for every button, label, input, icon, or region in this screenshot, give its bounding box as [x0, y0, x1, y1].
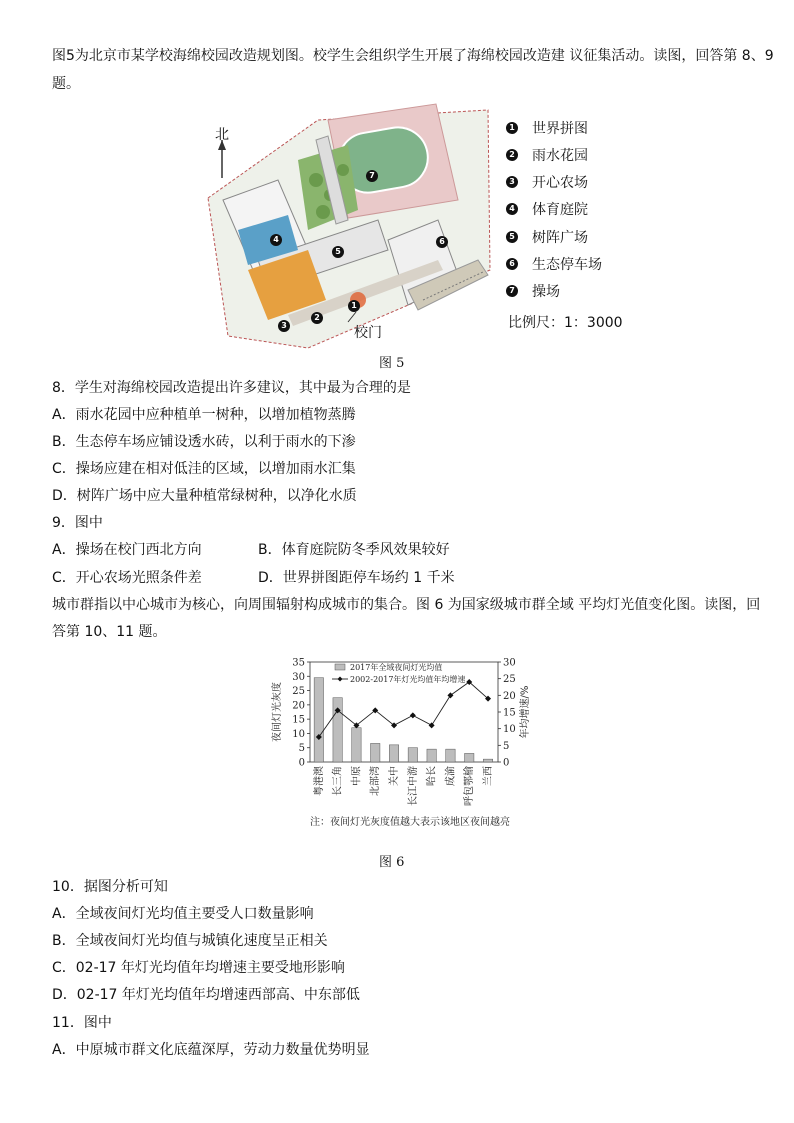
legend-label-3: 开心农场	[532, 175, 588, 191]
y2-tick-label: 15	[503, 707, 516, 719]
gate-label: 校门	[354, 325, 382, 341]
map-marker-7: 7	[366, 170, 378, 182]
legend-number-5: 5	[506, 231, 518, 243]
map-marker-2: 2	[311, 312, 323, 324]
growth-line	[319, 682, 488, 737]
legend-item	[506, 172, 588, 192]
bar	[446, 749, 455, 762]
intro-text-1b: 题。	[52, 76, 80, 92]
bar	[314, 678, 323, 762]
intro-text-2b: 答第 10、11 题。	[52, 624, 167, 640]
legend-label-4: 体育庭院	[532, 202, 588, 218]
y-axis-title: 夜间灯光灰度	[272, 682, 283, 742]
legend-number-3: 3	[506, 176, 518, 188]
growth-point	[410, 712, 416, 718]
bar	[408, 748, 417, 762]
y-tick-label: 10	[292, 728, 305, 740]
y2-tick-label: 10	[503, 724, 516, 736]
y-tick-label: 30	[292, 671, 305, 683]
growth-point	[447, 692, 453, 698]
legend-item	[506, 254, 602, 274]
legend-item	[506, 118, 588, 138]
figure-6-caption: 图 6	[379, 855, 405, 870]
legend-item	[506, 145, 588, 165]
y2-tick-label: 25	[503, 674, 516, 686]
map-scale: 比例尺：1：3000	[508, 315, 623, 331]
legend-label-7: 操场	[532, 284, 560, 300]
intro-text-1: 图5为北京市某学校海绵校园改造规划图。校学生会组织学生开展了海绵校园改造建 议征集活动。读图，回答第 8、9	[52, 48, 774, 64]
y-tick-label: 35	[292, 657, 305, 669]
q9-option-a: A．操场在校门西北方向	[52, 542, 202, 558]
q10-option-c: C．02-17 年灯光均值年均增速主要受地形影响	[52, 960, 345, 976]
legend-number-6: 6	[506, 258, 518, 270]
map-marker-3: 3	[278, 320, 290, 332]
y2-tick-label: 0	[503, 757, 510, 769]
bar	[389, 745, 398, 762]
legend-number-1: 1	[506, 122, 518, 134]
legend-line-marker	[338, 677, 343, 682]
y2-tick-label: 5	[503, 740, 510, 752]
y-tick-label: 0	[298, 757, 305, 769]
intro-text-2: 城市群指以中心城市为核心，向周围辐射构成城市的集合。图 6 为国家级城市群全域 平均灯光值变化图。读图，回	[52, 597, 761, 613]
campus-map	[198, 100, 494, 354]
q8-option-b: B．生态停车场应铺设透水砖，以利于雨水的下渗	[52, 434, 356, 450]
legend-line-label: 2002-2017年灯光均值年均增速	[350, 675, 466, 684]
category-label: 成渝	[445, 766, 457, 786]
bar	[371, 743, 380, 762]
category-label: 关中	[389, 766, 401, 786]
legend-label-2: 雨水花园	[532, 148, 588, 164]
map-marker-4: 4	[270, 234, 282, 246]
q11-option-a: A．中原城市群文化底蕴深厚，劳动力数量优势明显	[52, 1042, 370, 1058]
category-label: 长三角	[332, 766, 344, 796]
legend-bar-swatch	[335, 664, 345, 670]
q11-stem: 11．图中	[52, 1015, 112, 1031]
y-tick-label: 15	[292, 714, 305, 726]
bar	[483, 759, 492, 762]
category-label: 北部湾	[370, 766, 382, 796]
legend-item	[506, 227, 588, 247]
map-marker-1: 1	[348, 300, 360, 312]
legend-item	[506, 199, 588, 219]
q8-option-c: C．操场应建在相对低洼的区域，以增加雨水汇集	[52, 461, 356, 477]
q10-option-b: B．全域夜间灯光均值与城镇化速度呈正相关	[52, 933, 328, 949]
q10-stem: 10．据图分析可知	[52, 879, 168, 895]
legend-label-1: 世界拼图	[532, 121, 588, 137]
bar	[465, 753, 474, 762]
q10-option-a: A．全域夜间灯光均值主要受人口数量影响	[52, 906, 314, 922]
bar	[427, 749, 436, 762]
category-label: 兰西	[483, 766, 495, 786]
q8-stem: 8．学生对海绵校园改造提出许多建议，其中最为合理的是	[52, 380, 411, 396]
q9-option-d: D．世界拼图距停车场约 1 千米	[258, 570, 455, 586]
category-label: 粤港澳	[313, 766, 325, 796]
y2-tick-label: 20	[503, 690, 516, 702]
q8-option-d: D．树阵广场中应大量种植常绿树种，以净化水质	[52, 488, 357, 504]
legend-bar-label: 2017年全域夜间灯光均值	[350, 663, 443, 672]
legend-number-4: 4	[506, 203, 518, 215]
north-label: 北	[215, 127, 229, 143]
category-label: 哈长	[426, 766, 438, 786]
q9-stem: 9．图中	[52, 515, 103, 531]
category-label: 长江中游	[407, 766, 419, 806]
y-tick-label: 20	[292, 700, 305, 712]
legend-number-2: 2	[506, 149, 518, 161]
category-label: 呼包鄂榆	[464, 766, 476, 806]
q8-option-a: A．雨水花园中应种植单一树种，以增加植物蒸腾	[52, 407, 356, 423]
figure-5-caption: 图 5	[379, 356, 405, 371]
legend-number-7: 7	[506, 285, 518, 297]
y-tick-label: 25	[292, 686, 305, 698]
legend-label-5: 树阵广场	[532, 230, 588, 246]
legend-label-6: 生态停车场	[532, 257, 602, 273]
q9-option-c: C．开心农场光照条件差	[52, 570, 202, 586]
legend-item	[506, 281, 560, 301]
y-tick-label: 5	[298, 743, 305, 755]
map-marker-6: 6	[436, 236, 448, 248]
light-value-chart	[260, 650, 560, 830]
growth-point	[429, 722, 435, 728]
y2-tick-label: 30	[503, 657, 516, 669]
q9-option-b: B．体育庭院防冬季风效果较好	[258, 542, 450, 558]
category-label: 中原	[351, 766, 363, 786]
campus-map-drawing	[198, 100, 494, 354]
map-marker-5: 5	[332, 246, 344, 258]
q10-option-d: D．02-17 年灯光均值年均增速西部高、中东部低	[52, 987, 360, 1003]
bar	[352, 728, 361, 762]
y2-axis-title: 年均增速/%	[520, 685, 531, 739]
chart-note: 注：夜间灯光灰度值越大表示该地区夜间越亮	[310, 817, 510, 828]
